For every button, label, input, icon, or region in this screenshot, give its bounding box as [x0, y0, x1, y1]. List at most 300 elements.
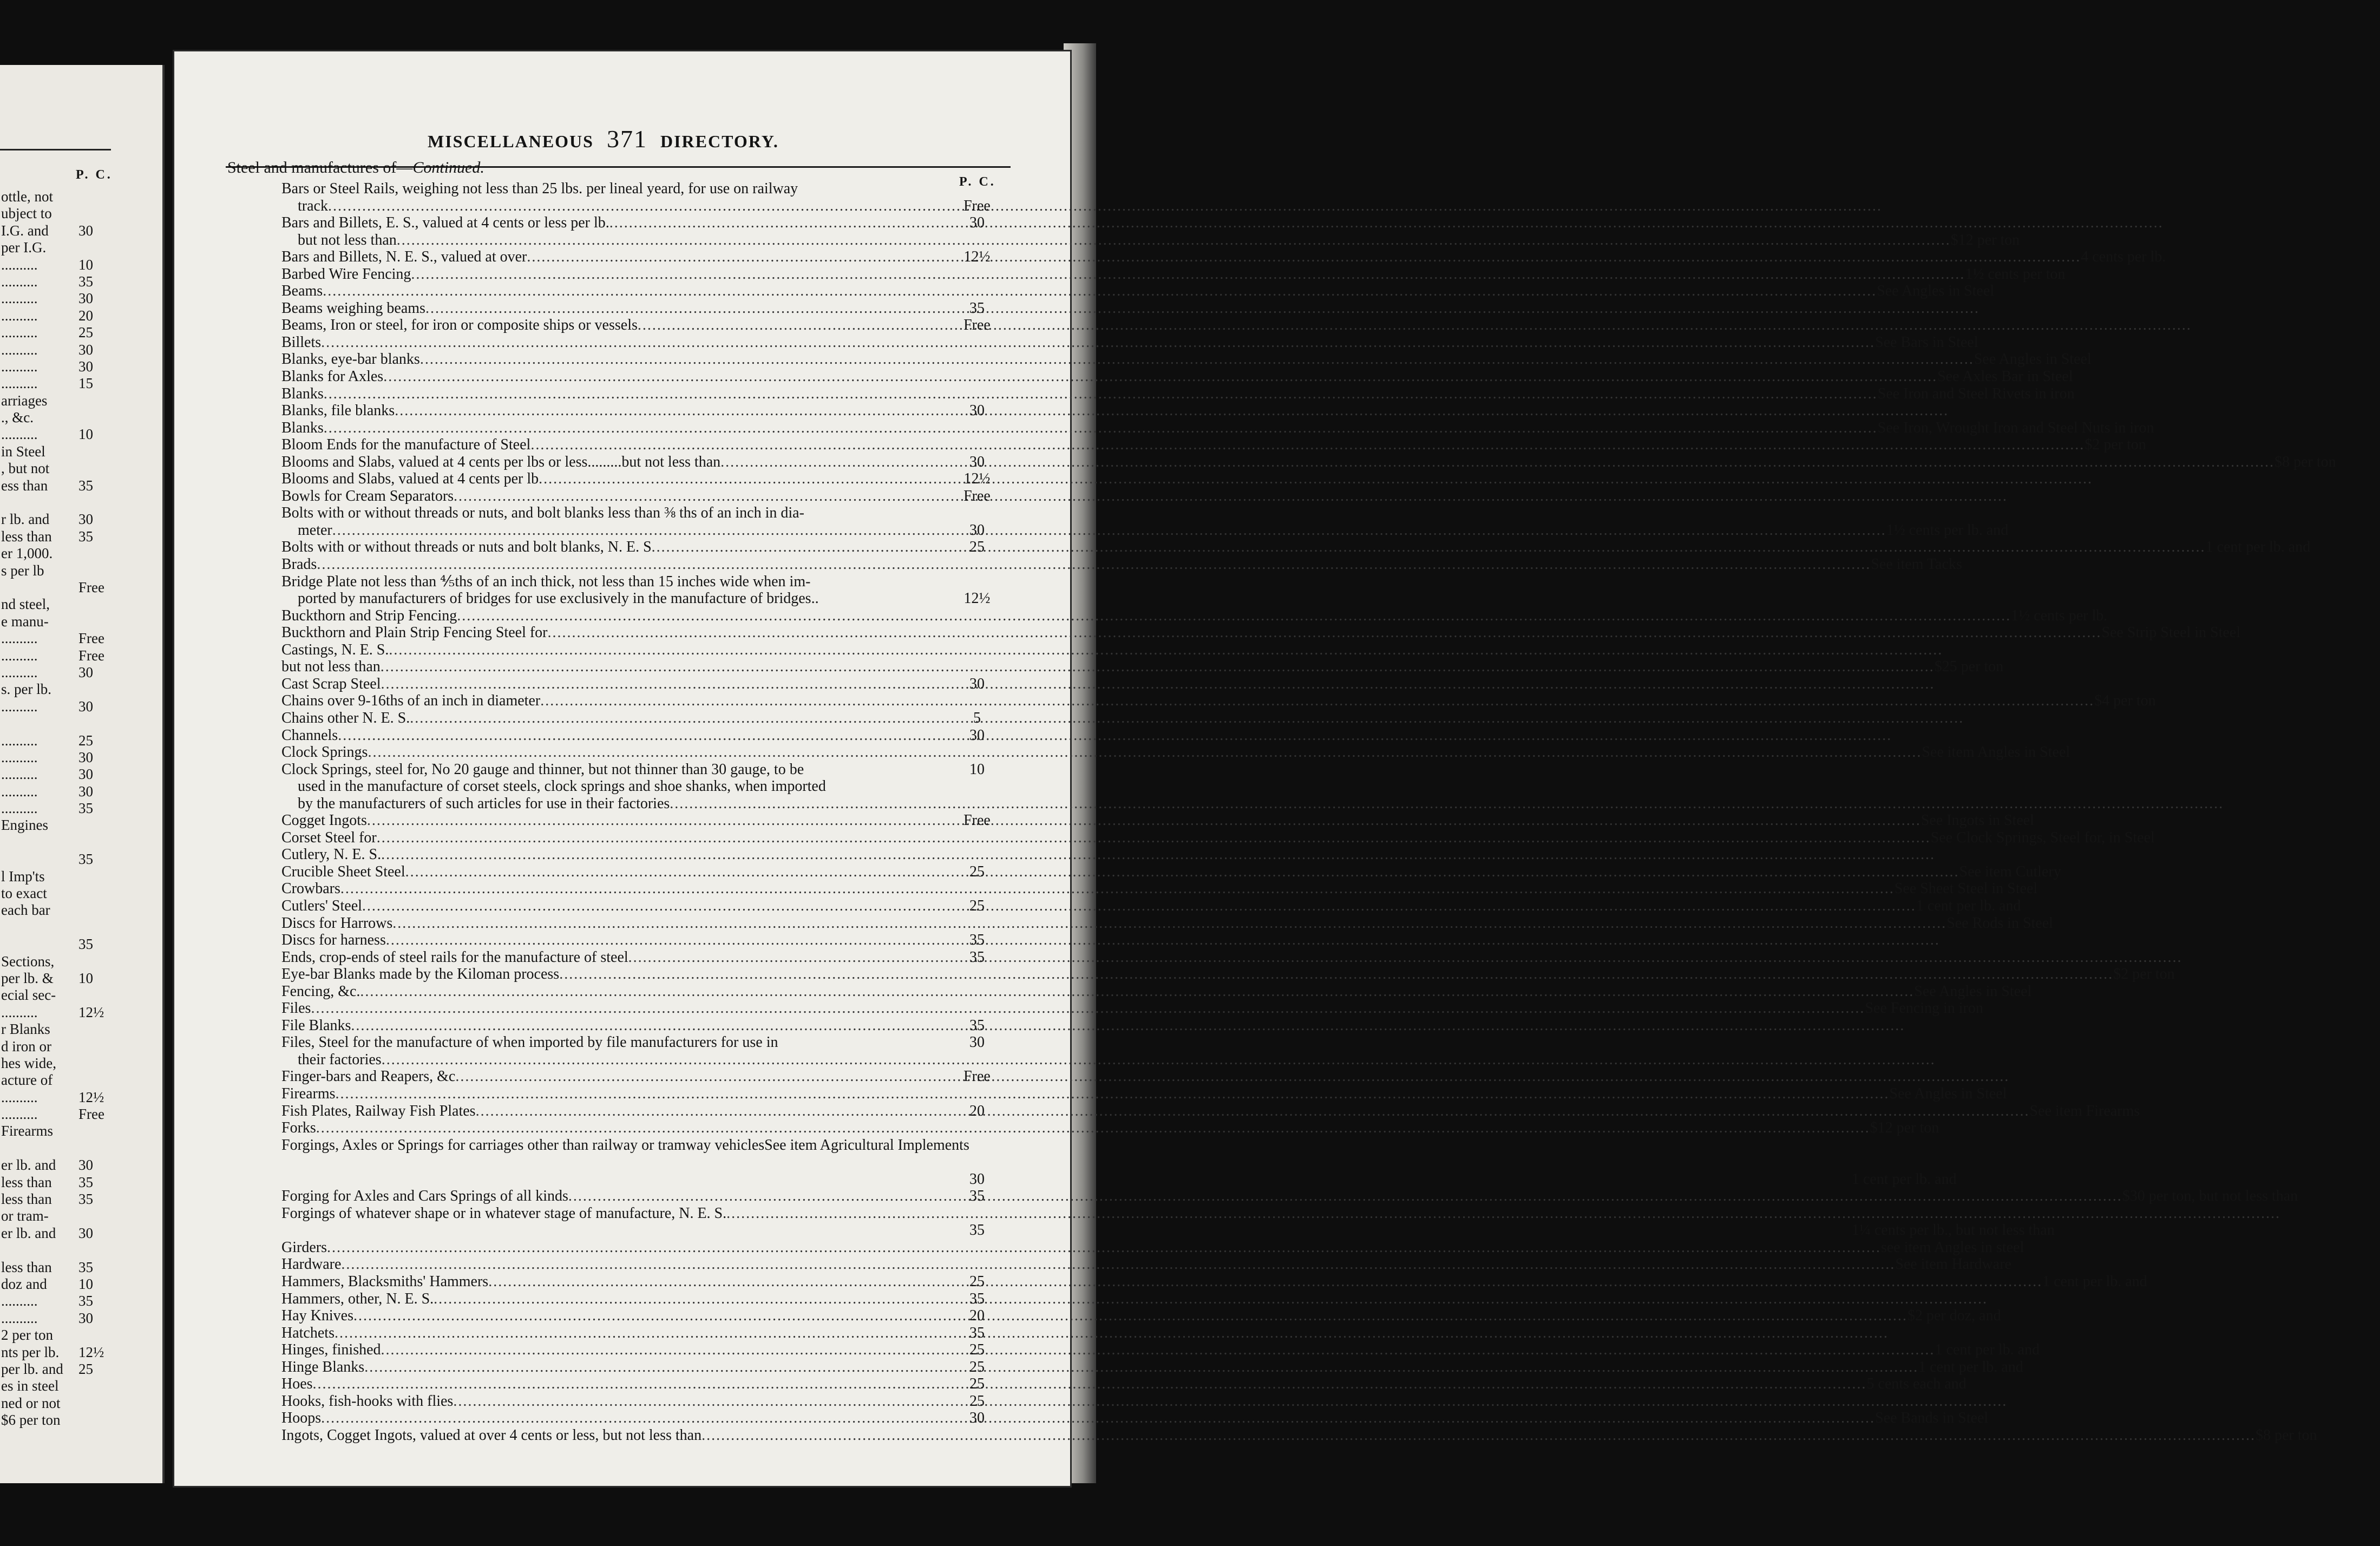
entry-row: [174, 863, 2061, 881]
left-page-row: [0, 664, 162, 681]
left-page-text: ..........: [1, 273, 38, 290]
entry-rate: 12½: [963, 590, 991, 607]
left-page-rate: 10: [78, 1276, 93, 1292]
leader-dots: [364, 1359, 1918, 1375]
entry-article: Hatchets: [281, 1324, 335, 1341]
left-page-text: ..........: [1, 324, 38, 341]
entry-line: [281, 676, 942, 692]
entry-row: [174, 982, 2032, 1000]
leader-dots: [411, 266, 1965, 283]
entry-row: [174, 897, 2021, 915]
entry-article: Bars or Steel Rails, weighing not less than 25 lbs. per lineal yeard, for use on railway: [281, 180, 798, 197]
entry-article: Bolts with or without threads or nuts and bolt blanks, N. E. S: [281, 539, 652, 556]
left-page-text: ..........: [1, 630, 38, 647]
entry-duty: $25 per ton: [1934, 658, 2004, 676]
left-page-row: [0, 902, 162, 919]
entry-article: Buckthorn and Plain Strip Fencing Steel for: [281, 624, 548, 641]
left-page-text: er 1,000.: [1, 545, 53, 562]
entry-row: [174, 727, 1070, 744]
entry-article: Ends, crop-ends of steel rails for the manufacture of steel: [281, 948, 628, 966]
entry-row: [174, 1410, 1989, 1427]
left-page-text: r Blanks: [1, 1021, 50, 1038]
leader-dots: [377, 829, 1931, 846]
entry-article: Bars and Billets, N. E. S., valued at over: [281, 248, 527, 266]
entry-article: Castings, N. E. S.: [281, 641, 389, 658]
entry-row: [174, 1000, 1983, 1017]
entry-article: Discs for harness: [281, 932, 386, 949]
entry-duty: See Angles in Steel: [1889, 1085, 2007, 1102]
leader-dots: [410, 710, 1964, 726]
entry-row: [174, 590, 1070, 607]
left-page-row: [0, 1157, 162, 1174]
entry-rate: Free: [963, 1068, 991, 1085]
entry-rate: 12½: [963, 470, 991, 488]
entry-row: [174, 914, 2054, 932]
left-page-rate: 35: [78, 1259, 93, 1275]
entry-duty: $12 per ton: [1950, 231, 2020, 248]
entry-rate: 10: [969, 761, 985, 778]
entry-line: [281, 488, 942, 505]
left-page-text: ..........: [1, 1293, 38, 1309]
leader-dots: [381, 1341, 1935, 1358]
leader-dots: [381, 846, 1935, 863]
entry-duty: See item Tacks: [1871, 556, 1962, 573]
entry-article: Cutlers' Steel: [281, 897, 362, 914]
entry-line: [298, 795, 958, 812]
entry-duty: 1 cent per lb. and: [2042, 1273, 2147, 1290]
left-page-row: [0, 511, 162, 528]
entry-article: track: [298, 197, 328, 214]
entry-row: [174, 761, 1070, 778]
left-page-text: d iron or: [1, 1038, 51, 1054]
entry-row: [174, 966, 2175, 983]
entry-duty: See Rods in Steel: [1946, 914, 2054, 932]
leader-dots: [323, 283, 1877, 299]
entry-row: [174, 1085, 2007, 1103]
leader-dots: [340, 880, 1894, 897]
left-page-row: [0, 257, 162, 273]
left-page-row: [0, 1310, 162, 1327]
entry-line: [281, 505, 942, 521]
entry-article: Cutlery, N. E. S.: [281, 846, 382, 863]
left-page-rate: 35: [78, 1293, 93, 1309]
entry-rate: 25: [969, 1358, 985, 1375]
entry-article: Chains over 9-16ths of an inch in diameter: [281, 692, 541, 710]
left-page-text: in Steel: [1, 443, 45, 460]
leader-dots: [321, 334, 1875, 351]
entry-article: Bloom Ends for the manufacture of Steel: [281, 436, 531, 454]
left-page-rate: 35: [78, 800, 93, 817]
entry-article: Finger-bars and Reapers, &c: [281, 1068, 456, 1085]
left-page-text: less than: [1, 1174, 52, 1190]
left-page-text: doz and: [1, 1276, 47, 1292]
entry-article: Clock Springs, steel for, No 20 gauge and thinner, but not thinner than 30 gauge, to be: [281, 761, 804, 778]
left-page-text: to exact: [1, 885, 47, 902]
entry-line: [281, 1068, 942, 1085]
left-page-rate: 20: [78, 307, 93, 324]
entry-row: [174, 880, 2038, 898]
left-page-rate: 25: [78, 732, 93, 749]
left-page-row: [0, 358, 162, 375]
entry-line: [281, 402, 942, 419]
left-page-row: [0, 290, 162, 307]
entry-line: [281, 1393, 942, 1410]
left-page-text: per lb. &: [1, 969, 54, 986]
left-page-rate: Free: [78, 579, 104, 595]
entry-row: [174, 710, 1070, 727]
entry-line: [298, 1051, 958, 1068]
entry-article: Blanks, file blanks: [281, 402, 395, 420]
left-page-row: [0, 715, 162, 732]
entry-line: [281, 317, 942, 333]
left-page-row: [0, 375, 162, 392]
section-title-text: Steel and manufactures of—: [227, 159, 413, 176]
left-page-rate: 12½: [78, 1004, 104, 1020]
left-page-row: [0, 800, 162, 817]
entry-article: Discs for Harrows: [281, 914, 393, 932]
entry-article: used in the manufacture of corset steels, clock springs and shoe shanks, when imported: [298, 778, 826, 795]
entry-row: [174, 231, 2020, 249]
left-page-row: [0, 545, 162, 562]
left-page-row: [0, 783, 162, 800]
entry-line: [281, 1256, 2011, 1273]
left-page-rate: 30: [78, 698, 93, 715]
entry-article: Bolts with or without threads or nuts, and bolt blanks less than ⅜ ths of an inch in dia-: [281, 505, 804, 522]
entry-duty: $30 per ton, but not less than: [2122, 1188, 2298, 1205]
left-page-text: acture of: [1, 1072, 53, 1089]
entry-row: [174, 1188, 2298, 1205]
left-page-row: [0, 953, 162, 970]
entry-row: [174, 351, 2091, 368]
entry-article: Channels: [281, 726, 338, 744]
entry-row: [174, 1170, 1957, 1188]
leader-dots: [628, 949, 2182, 966]
entry-duty: 1 cent per lb. and: [1852, 1170, 1957, 1188]
entry-duty: See Fencing in iron: [1865, 1000, 1983, 1017]
section-title: [227, 159, 484, 177]
entry-row: [174, 521, 2009, 539]
leader-dots: [548, 624, 2102, 641]
left-page-row: [0, 1225, 162, 1242]
entry-line: [281, 1426, 2317, 1444]
entry-article: Hoops: [281, 1410, 322, 1427]
entry-article: Hammers, other, N. E. S.: [281, 1290, 434, 1307]
entry-line: [281, 744, 2070, 761]
entry-row: [174, 1239, 2024, 1256]
entry-line: [281, 283, 1995, 300]
entry-rate: 25: [969, 1375, 985, 1393]
entry-line: [281, 385, 2075, 402]
rate-column-head: P. C.: [959, 175, 996, 189]
leader-dots: [324, 420, 1878, 436]
left-page-row: [0, 1106, 162, 1123]
left-page-row: [0, 647, 162, 664]
entry-row: [174, 198, 1070, 215]
left-page-text: less than: [1, 528, 52, 545]
left-page-row: [0, 1055, 162, 1072]
left-page-text: ecial sec-: [1, 987, 56, 1004]
left-page-row: [0, 1140, 162, 1157]
entry-row: [174, 1102, 2140, 1120]
left-page-text: e manu-: [1, 613, 49, 630]
entry-line: [281, 333, 1978, 351]
leader-dots: [313, 1375, 1867, 1392]
entry-line: [281, 1205, 942, 1222]
entry-duty: See Axles Bar in Steel: [1937, 368, 2073, 385]
left-page-text: 2 per ton: [1, 1327, 53, 1344]
entry-rate: 20: [969, 1307, 985, 1325]
leader-dots: [395, 402, 1949, 419]
entry-rate: 30: [969, 1410, 985, 1427]
left-page-rate: 15: [78, 375, 93, 392]
entry-row: [174, 829, 2155, 847]
left-page-rate: 12½: [78, 1089, 104, 1105]
entry-article: Beams weighing beams: [281, 299, 425, 317]
entry-row: [174, 1119, 1939, 1137]
left-page-text: hes wide,: [1, 1054, 56, 1071]
leader-dots: [328, 198, 1882, 214]
leader-dots: [397, 232, 1951, 248]
left-page-text: ned or not: [1, 1394, 61, 1411]
left-page-row: [0, 579, 162, 596]
leader-dots: [351, 1017, 1905, 1034]
entry-rate: 30: [969, 402, 985, 420]
entry-line: [281, 914, 2054, 932]
entry-article: Clock Springs: [281, 744, 368, 761]
entry-row: [174, 676, 1070, 693]
leader-dots: [311, 1000, 1865, 1017]
leader-dots: [530, 436, 2084, 453]
entry-row: [174, 607, 2108, 625]
entry-duty: $8 per ton: [2274, 453, 2336, 470]
entry-duty: See Ingots in Steel: [1920, 812, 2035, 829]
entry-article: Hoes: [281, 1375, 313, 1393]
entry-row: [174, 436, 2146, 454]
entry-article: Barbed Wire Fencing: [281, 265, 411, 283]
entry-article: Hammers, Blacksmiths' Hammers: [281, 1273, 489, 1290]
entry-line: [281, 624, 2241, 641]
leader-dots: [527, 248, 2081, 265]
left-page-row: [0, 1395, 162, 1412]
entry-row: [174, 624, 2241, 641]
left-page-row: [0, 987, 162, 1004]
entry-rate: 30: [969, 1034, 985, 1051]
left-page-row: [0, 1327, 162, 1344]
entry-row: [174, 488, 1070, 505]
left-page-rate: 30: [78, 766, 93, 783]
left-page-header-rule: [0, 149, 111, 150]
entry-article: Blanks: [281, 385, 324, 402]
entry-line: [281, 214, 942, 231]
entry-row: [174, 470, 1070, 488]
entry-rate: 30: [969, 214, 985, 232]
leader-dots: [568, 1188, 2122, 1204]
left-page-rate: 30: [78, 664, 93, 680]
leader-dots: [360, 983, 1914, 1000]
leader-dots: [539, 470, 2093, 487]
entry-line: [281, 1290, 942, 1307]
left-page-text: Firearms: [1, 1123, 53, 1139]
leader-dots: [389, 641, 1943, 658]
left-page-rate: 30: [78, 1224, 93, 1241]
entry-line: [298, 778, 958, 795]
left-page-rate: 25: [78, 1360, 93, 1377]
entry-article: Forging for Axles and Cars Springs of all kinds: [281, 1188, 568, 1205]
entry-article: Hardware: [281, 1256, 342, 1273]
entry-line: [281, 1000, 1983, 1017]
entry-article: Blooms and Slabs, valued at 4 cents per lb: [281, 470, 539, 488]
scan-bottom-margin: [0, 1494, 1148, 1546]
entry-line: [281, 1119, 1939, 1137]
entry-article: File Blanks: [281, 1017, 351, 1034]
directory-page: [174, 51, 2336, 1486]
left-page-row: [0, 1344, 162, 1361]
entry-article: Crowbars: [281, 880, 340, 898]
left-page-text: less than: [1, 1259, 52, 1275]
entry-rate: 12½: [963, 248, 991, 266]
entry-row: [174, 1137, 1070, 1154]
entry-rate: 25: [969, 1341, 985, 1359]
entry-article: Blanks: [281, 419, 324, 436]
entry-article: Forgings, Axles or Springs for carriages other than railway or tramway vehicles: [281, 1136, 765, 1154]
entry-rate: 35: [969, 1188, 985, 1205]
entry-row: [174, 1222, 2055, 1239]
entry-rate: 25: [969, 897, 985, 914]
entry-duty: 5 cents each and: [1866, 1375, 1966, 1393]
entry-article: Chains other N. E. S.: [281, 709, 410, 726]
left-page-rate: 30: [78, 749, 93, 765]
entry-row: [174, 744, 2070, 761]
entry-article: Bars and Billets, E. S., valued at 4 cents or less per lb.: [281, 214, 609, 232]
left-page-text: I.G. and: [1, 222, 49, 239]
leader-dots: [353, 1307, 1907, 1324]
leader-dots: [324, 385, 1878, 402]
leader-dots: [420, 351, 1974, 368]
left-page-text: ., &c.: [1, 409, 34, 426]
left-page-text: s. per lb.: [1, 681, 51, 698]
leader-dots: [457, 607, 2011, 624]
left-page-rate: 30: [78, 1309, 93, 1326]
leader-dots: [392, 915, 1946, 932]
left-page-row: [0, 766, 162, 783]
entry-row: [174, 368, 2073, 385]
left-page-text: ..........: [1, 1089, 38, 1105]
entry-duty: 1½ cents per lb.: [2011, 607, 2108, 624]
entry-article: by the manufacturers of such articles for use in their factories: [298, 795, 670, 812]
left-page-row: [0, 1072, 162, 1089]
entry-article: Cast Scrap Steel: [281, 675, 381, 692]
entry-row: [174, 932, 1070, 949]
entry-row: [174, 317, 1070, 334]
page-number: 371: [606, 125, 647, 153]
entry-line: [281, 436, 2146, 454]
leader-dots: [341, 1256, 1895, 1273]
left-page-row: [0, 868, 162, 885]
left-page-rate: Free: [78, 1106, 104, 1123]
leader-dots: [367, 812, 1921, 829]
entry-row: [174, 1358, 2023, 1376]
entry-duty: See item Hardware: [1895, 1256, 2011, 1273]
entry-line: [281, 1325, 942, 1341]
entry-row: [174, 1273, 2147, 1290]
left-page-row: [0, 222, 162, 239]
entry-line: [281, 846, 942, 863]
left-page-row: [0, 1259, 162, 1276]
entry-article: Forks: [281, 1119, 316, 1137]
left-page-column-head: P. C.: [76, 168, 113, 182]
entry-article: but not less than: [298, 231, 397, 248]
left-page-rate: 30: [78, 511, 93, 528]
entry-article: Billets: [281, 333, 322, 351]
left-page-text: ..........: [1, 1004, 38, 1020]
leader-dots: [336, 1085, 1890, 1102]
entry-row: [174, 265, 2066, 283]
left-page-row: [0, 817, 162, 834]
left-page-rate: 35: [78, 528, 93, 545]
left-page-rate: 10: [78, 256, 93, 273]
left-page-text: ottle, not: [1, 188, 53, 205]
left-page-row: [0, 443, 162, 460]
entry-line: [281, 1085, 2007, 1102]
left-page-rate: Free: [78, 647, 104, 664]
entry-rate: 30: [969, 726, 985, 744]
leader-dots: [381, 676, 1935, 692]
left-page-rate: 30: [78, 358, 93, 375]
entry-duty: 1½ cents per ton: [1965, 265, 2066, 283]
entry-duty: $2 per ton: [2113, 966, 2175, 983]
entry-row: [174, 248, 2166, 266]
entry-row: [174, 1256, 2011, 1273]
entry-row: [174, 1290, 1070, 1308]
left-page-text: less than: [1, 1191, 52, 1208]
entry-duty: 1 cent per lb. and: [2205, 539, 2311, 556]
entry-row: [174, 1154, 1070, 1171]
left-page-rate: 35: [78, 273, 93, 290]
entry-row: [174, 453, 2336, 471]
entry-line: [281, 368, 2073, 385]
left-page-rate: Free: [78, 630, 104, 647]
entry-rate: Free: [963, 197, 991, 214]
facing-left-page: [0, 65, 165, 1483]
left-page-text: ..........: [1, 664, 38, 680]
entry-row: [174, 180, 1070, 198]
leader-dots: [381, 658, 1935, 675]
left-page-row: [0, 477, 162, 494]
entry-duty: See item Angles in Steel: [1922, 744, 2070, 761]
entry-rate: 20: [969, 1102, 985, 1119]
entry-line: [281, 607, 2108, 624]
header-right-word: DIRECTORY.: [660, 132, 779, 151]
left-page-row: [0, 494, 162, 511]
entry-row: [174, 333, 1978, 351]
entry-line: [281, 300, 942, 317]
left-page-row: [0, 324, 162, 341]
entry-line: [281, 419, 2154, 436]
entry-rate: 35: [969, 299, 985, 317]
leader-dots: [425, 300, 1979, 317]
entry-line: [281, 658, 2004, 676]
entry-duty: $2 per doz, and: [1907, 1307, 2001, 1325]
left-page-text: arriages: [1, 392, 48, 409]
entry-duty: $2 per ton: [2084, 436, 2146, 454]
left-page-text: ..........: [1, 766, 38, 783]
left-page-rate: 30: [78, 290, 93, 307]
leader-dots: [382, 1051, 1936, 1068]
leader-dots: [670, 795, 2224, 812]
left-page-row: [0, 528, 162, 545]
entry-article: Files: [281, 1000, 311, 1017]
entry-line: [281, 470, 942, 487]
